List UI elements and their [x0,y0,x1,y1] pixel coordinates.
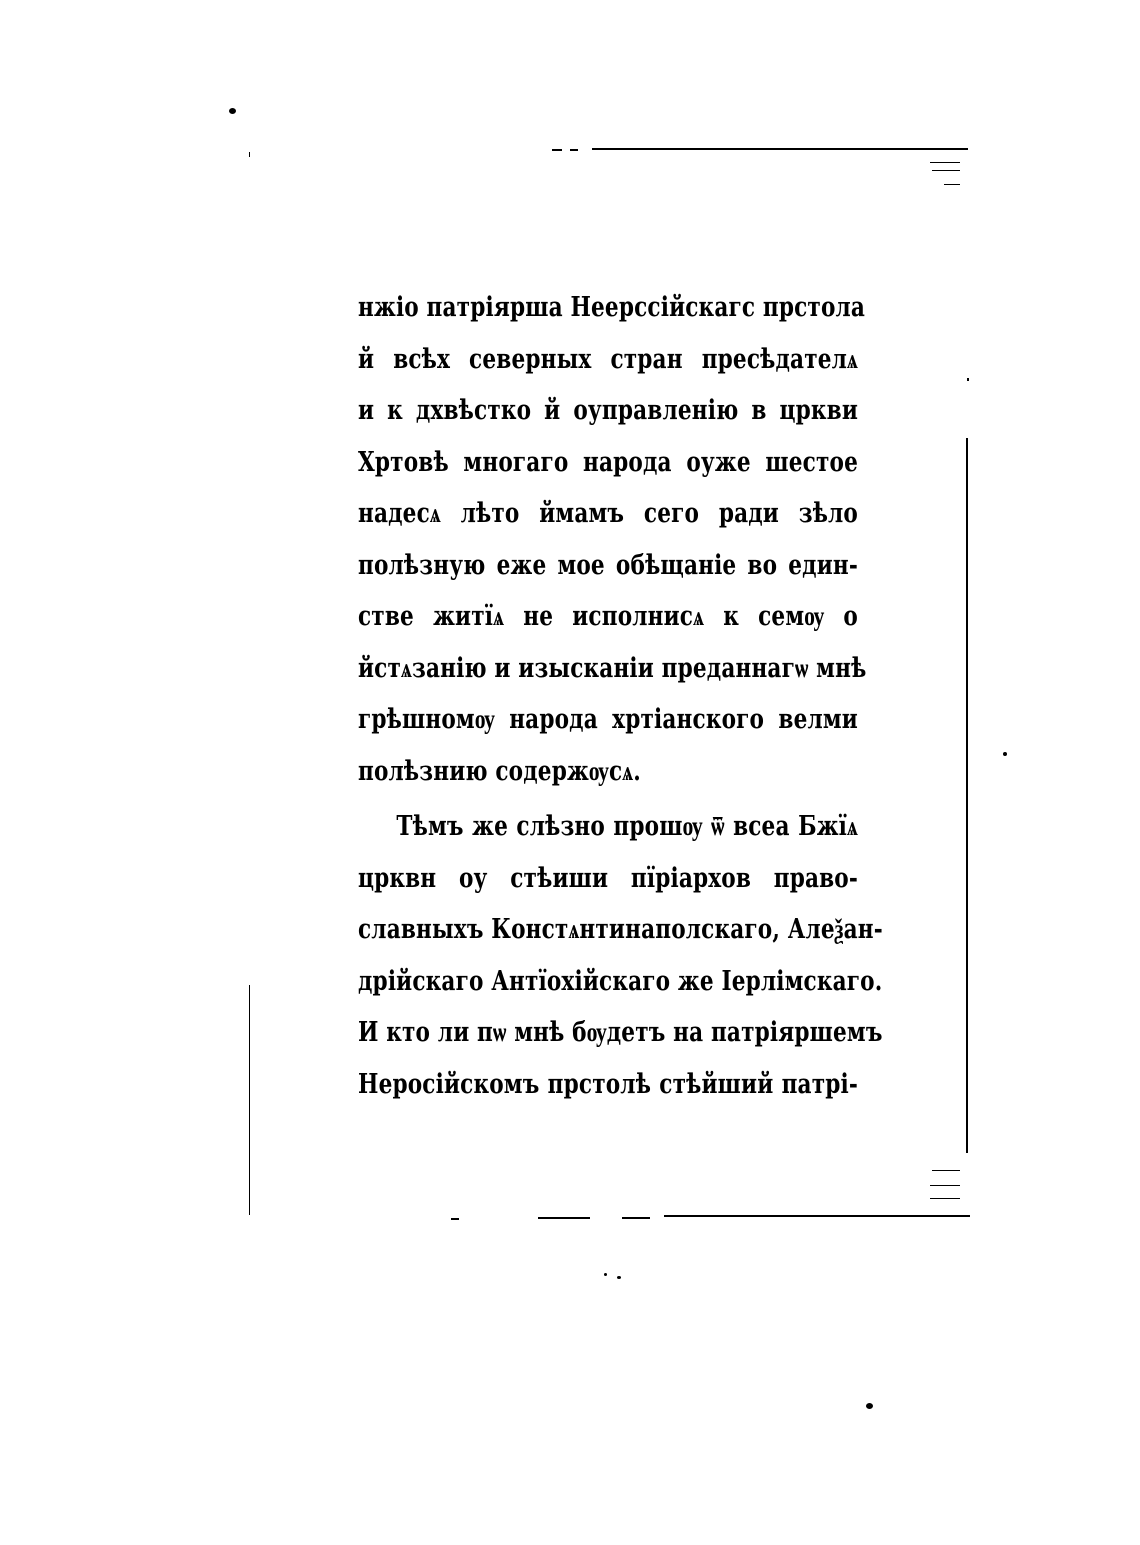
text-line: йстѧзанію и изысканіи преданнагѡ мнѣ [358,652,867,684]
text-line: полѣзнию содержѹсѧ. [358,755,641,787]
text-line: Хртовѣ многаго народа оуже шестое [358,446,858,478]
scan-speck [604,1273,607,1276]
text-line: дрійскаго Антїохійскаго же Іерлімскаго. [358,965,883,997]
frame-corner-lines [930,1185,960,1186]
frame-left-rule [249,152,250,157]
frame-right-rule [966,438,968,1153]
frame-left-rule [249,985,250,1215]
frame-bottom-rule [664,1215,970,1217]
text-line: нжіо патріярша Неерссійскагс прстола [358,292,866,323]
text-line: Тѣмъ же слѣзно прошѹ ѿ всеа Бжїѧ [396,811,858,842]
page-text [358,282,883,1110]
frame-bottom-dash [538,1217,590,1219]
paragraph [358,282,868,797]
text-line: грѣшномѹ народа хртіанского велми [358,704,858,735]
frame-top-dash [552,149,562,151]
scan-speck [617,1276,621,1279]
frame-top-rule [592,148,968,150]
paragraph [358,801,883,1110]
frame-top-dash [570,149,578,151]
frame-corner-lines [932,1170,960,1171]
frame-corner-lines [930,162,960,163]
text-line: стве житїѧ не исполнисѧ к семѹ о [358,601,858,632]
text-line: славныхъ Констѧнтинаполскаго, Алеѯан- [358,914,883,945]
text-line: й всѣх северных стран пресѣдателѧ [358,343,858,375]
frame-corner-lines [932,170,960,171]
frame-bottom-dash [622,1217,650,1219]
scan-speck [229,108,236,114]
text-line: и к дхвѣстко й оуправленію в цркви [358,395,858,426]
text-line: црквн оу стѣиши пїріархов право- [358,862,858,894]
text-line: И кто ли пѡ мнѣ бѹдетъ на патріяршемъ [358,1017,883,1048]
frame-corner-lines [944,184,960,185]
text-line: надесѧ лѣто ймамъ сего ради зѣло [358,498,858,529]
scan-speck [866,1403,873,1409]
text-line: Неросійскомъ прстолѣ стѣйший патрі- [358,1068,858,1100]
scan-speck [967,378,969,381]
text-line: полѣзную еже мое обѣщаніе во един- [358,549,858,581]
frame-corner-lines [930,1198,960,1199]
frame-bottom-dash [451,1218,459,1220]
scan-speck [1003,752,1007,756]
